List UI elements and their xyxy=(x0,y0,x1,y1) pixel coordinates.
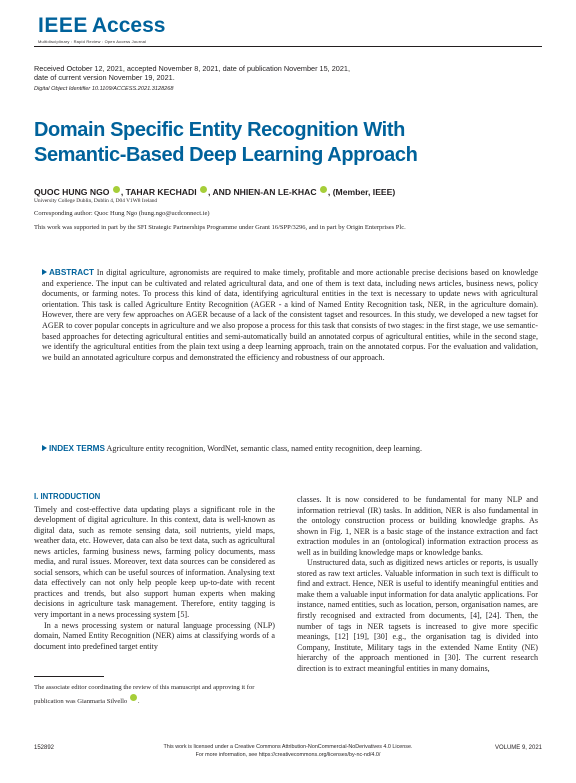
editor-footnote xyxy=(34,683,275,707)
paper-title xyxy=(34,118,504,167)
abstract xyxy=(42,268,538,363)
left-column xyxy=(34,492,275,652)
publication-dates xyxy=(34,64,364,83)
title-line-1: Domain Specific Entity Recognition With xyxy=(34,119,405,141)
funding-note: This work was supported in part by the SFI Strategic Partnerships Programme under Grant 16/SPP/3296, and in part by Origin Enterprises Plc. xyxy=(34,224,406,231)
orcid-icon[interactable] xyxy=(200,186,207,193)
author-name: QUOC HUNG NGO xyxy=(34,187,110,197)
index-terms-text: Agriculture entity recognition, WordNet, semantic class, named entity recognition, deep learning. xyxy=(106,444,422,453)
corresponding-author: Corresponding author: Quoc Hung Ngo (hung.ngo@ucdconnect.ie) xyxy=(34,210,210,217)
section-heading: I. INTRODUCTION xyxy=(34,492,101,501)
logo-ieee-text: IEEE xyxy=(38,14,88,37)
orcid-icon[interactable] xyxy=(113,186,120,193)
author-list xyxy=(34,186,395,197)
abstract-label: ABSTRACT xyxy=(49,268,95,277)
affiliation: University College Dublin, Dublin 4, D04 V1W8 Ireland xyxy=(34,198,158,204)
author-name: NHIEN-AN LE-KHAC xyxy=(233,187,317,197)
orcid-icon[interactable] xyxy=(320,186,327,193)
logo-tagline: Multidisciplinary : Rapid Review : Open Access Journal xyxy=(38,39,147,44)
license-notice xyxy=(140,743,436,759)
doi[interactable]: Digital Object Identifier 10.1109/ACCESS.2021.3128268 xyxy=(34,86,174,92)
author-membership: , (Member, IEEE) xyxy=(327,187,396,197)
index-terms xyxy=(42,444,538,455)
volume-label: VOLUME 9, 2021 xyxy=(494,745,542,751)
triangle-bullet-icon xyxy=(42,445,47,451)
journal-logo xyxy=(38,14,165,44)
header-rule xyxy=(34,46,542,47)
abstract-text: In digital agriculture, agronomists are required to make timely, profitable and more actionable precise decisions based on knowledge and experience. The input can be cultivated and related agricultural data, and one of them is text data, including news articles, business news, policy documents, or farming notes. To process this kind of data, identifying agricultural entities in the text is necessary to update news with agricultural orientation. This task is called Agriculture Entity Recognition (AGER - a kind of Named Entity Recognition task, NER, in the agriculture domain). However, there are very few approaches on AGER because of a lack of the consistent tagset and resources. In this study, we developed a new tagset for AGER to cover popular concepts in agriculture and we also propose a process for this task that consists of two stages: in the first stage, we use semantic-based approaches for detecting agricultural entities and semi-automatically build an annotated corpus of agricultural entities, while in the second stage, we identify the agricultural entities from the plain text using a deep learning approach, train on the annotated corpus. For the evaluation and validation, we build an annotated agriculture corpus and demonstrated the efficiency and robustness of our approach. xyxy=(42,268,538,362)
logo-access-text: Access xyxy=(91,14,166,37)
right-column xyxy=(297,495,538,674)
paragraph: Unstructured data, such as digitized news articles or reports, is usually stored as raw text articles. Valuable information in such text is difficult to find and extract. Hence, NER is useful to identify meaningful entities and make them a valuable input information for data analytic applications. For instance, named entities, such as location, person, organisation names, are firstly recognised and extracted from documents, [4], [24]. Then, the number of tags in NER tagsets is increased to give more specific meanings, [12] [19], [30] e.g., the organisation tag is divided into Company, Institute, Military tags in the extended Name Entity (NE) hierarchy of the approach mentioned in [30]. The current research direction is to extract meaningful entities in many domains, xyxy=(297,558,538,673)
paragraph: Timely and cost-effective data updating plays a significant role in the development of digital agriculture. In this context, data is well-known as digital data, such as remote sensing data, soil nutrients, yield maps, weather data, etc. However, data can also be text data, such as agricultural news articles, farming business news, farming policy documents, mass media, and rural issues. Moreover, text data sources can be considered as social sensors, which can be useful sources of information. Analysing text data effectively can not only help people keep up-to-date with recent practices and trends, but also support human experts when making decisions in agriculture task management. Therefore, entity tagging is very important in a news processing system [5]. xyxy=(34,504,275,620)
license-line-2[interactable]: For more information, see https://creativecommons.org/licenses/by-nc-nd/4.0/ xyxy=(195,752,381,758)
paragraph: classes. It is now considered to be fundamental for many NLP and information retrieval (IR) tasks. In addition, NER is also fundamental in the ontology construction process or building knowledge graphs. As shown in Fig. 1, NER is a basic stage of the instance extraction and fact extraction modules in an (ontological) information extraction process as well as in building knowledge maps or knowledge banks. xyxy=(297,495,538,557)
footnote-rule xyxy=(34,676,104,677)
author-separator: , xyxy=(120,187,126,197)
author-separator: , AND xyxy=(207,187,234,197)
license-line-1[interactable]: This work is licensed under a Creative Commons Attribution-NonCommercial-NoDerivatives 4.0 License. xyxy=(163,744,413,750)
page-number: 152892 xyxy=(34,745,55,751)
author-name: TAHAR KECHADI xyxy=(125,187,197,197)
orcid-icon[interactable] xyxy=(130,694,137,701)
footnote-text: The associate editor coordinating the review of this manuscript and approving it for publication was Gianmaria Silvello xyxy=(34,684,255,705)
dates-line-1: Received October 12, 2021, accepted November 8, 2021, date of publication November 15, 2021, xyxy=(34,64,350,73)
paragraph: In a news processing system or natural language processing (NLP) domain, Named Entity Recognition (NER) aims at classifying words of a document into predefined target entity xyxy=(34,620,275,651)
title-line-2: Semantic-Based Deep Learning Approach xyxy=(34,143,418,166)
footnote-end: . xyxy=(137,697,140,705)
triangle-bullet-icon xyxy=(42,269,47,275)
dates-line-2: date of current version November 19, 2021. xyxy=(34,73,175,83)
index-terms-label: INDEX TERMS xyxy=(49,444,105,453)
